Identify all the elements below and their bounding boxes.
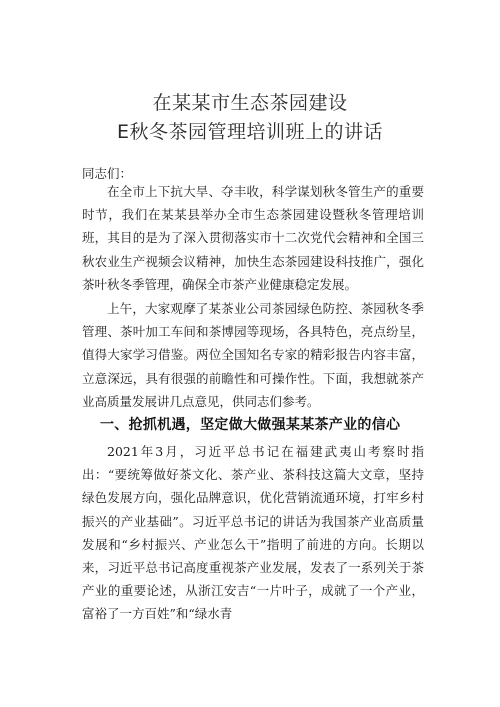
salutation: 同志们： bbox=[82, 166, 133, 181]
section-heading: 一、抢抓机遇，坚定做大做强某某茶产业的信心 bbox=[100, 417, 401, 433]
paragraph-opening: 在全市上下抗大旱、夺丰收，科学谋划秋冬管生产的重要时节，我们在某某县举办全市生态茶园建设暨秋冬管理培训班，其目的是为了深入贯彻落实市十二次党代会精神和全国三秋农业生产视频会议精神，加快生态茶园建设科技推广，强化茶叶秋冬季管理，确保全市茶产业健康稳定发展。 bbox=[82, 184, 424, 292]
document-title-line1: 在某某市生态茶园建设 bbox=[152, 92, 348, 114]
document-title-line2: E秋冬茶园管理培训班上的讲话 bbox=[116, 121, 383, 143]
paragraph-observation: 上午，大家观摩了某茶业公司茶园绿色防控、茶园秋冬季管理、茶叶加工车间和茶博园等现场，各具特色，亮点纷呈，值得大家学习借鉴。两位全国知名专家的精彩报告内容丰富，立意深远，具有很强的前瞻性和可操作性。下面，我想就茶产业高质量发展讲几点意见，供同志们参考。 bbox=[82, 301, 424, 409]
section-paragraph: 2021年3月，习近平总书记在福建武夷山考察时指出：“要统筹做好茶文化、茶产业、茶科技这篇大文章，坚持绿色发展方向，强化品牌意识，优化营销流通环境，打牢乡村振兴的产业基础”。习近平总书记的讲话为我国茶产业高质量发展和“乡村振兴、产业怎么干”指明了前进的方向。长期以来，习近平总书记高度重视茶产业发展，发表了一系列关于茶产业的重要论述，从浙江安吉“一片叶子，成就了一个产业，富裕了一方百姓”和“绿水青 bbox=[82, 444, 424, 622]
